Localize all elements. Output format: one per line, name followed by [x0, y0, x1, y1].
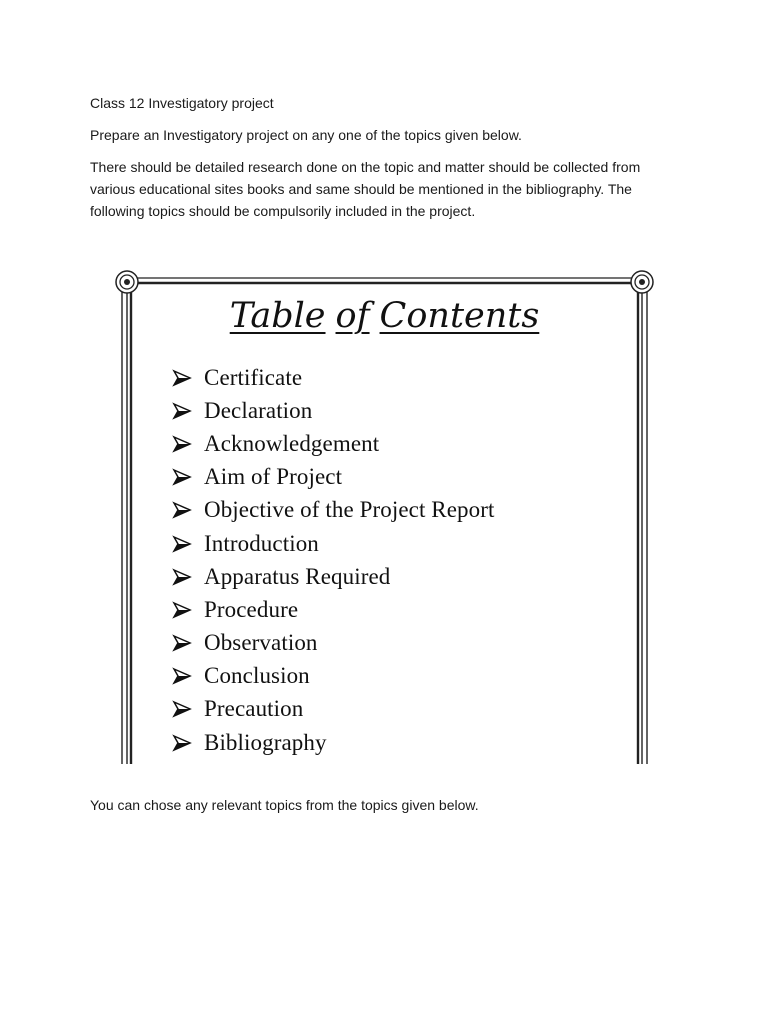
toc-item-label: Introduction — [204, 530, 319, 556]
corner-ornament-left — [116, 271, 138, 293]
toc-item — [172, 461, 495, 494]
toc-item-label: Aim of Project — [204, 464, 343, 490]
arrowhead-bullet-icon — [172, 501, 192, 519]
arrowhead-bullet-icon — [172, 667, 192, 685]
arrowhead-bullet-icon — [172, 468, 192, 486]
arrowhead-bullet-icon — [172, 734, 192, 752]
toc-item — [172, 527, 495, 560]
arrowhead-bullet-icon — [172, 601, 192, 619]
instruction-paragraph: Prepare an Investigatory project on any one of the topics given below. — [90, 127, 522, 143]
toc-item-label: Certificate — [204, 364, 303, 390]
toc-title-word-3: Contents — [379, 296, 540, 336]
arrowhead-bullet-icon — [172, 568, 192, 586]
table-of-contents-image — [112, 268, 657, 764]
toc-item-label: Apparatus Required — [204, 563, 391, 589]
toc-item-label: Precaution — [204, 696, 304, 722]
toc-item — [172, 394, 495, 427]
research-paragraph: There should be detailed research done on the topic and matter should be collected from various educational sites books and same should be mentioned in the bibliography. The following topics should be compulsorily included in the project. — [90, 159, 641, 219]
toc-item-label: Conclusion — [204, 663, 310, 689]
toc-item — [172, 560, 495, 593]
toc-item-label: Acknowledgement — [204, 430, 380, 456]
toc-list — [172, 361, 495, 759]
toc-item-label: Bibliography — [204, 729, 327, 755]
arrowhead-bullet-icon — [172, 634, 192, 652]
document-heading: Class 12 Investigatory project — [90, 95, 274, 111]
topics-note-paragraph: You can chose any relevant topics from the topics given below. — [90, 797, 479, 813]
arrowhead-bullet-icon — [172, 435, 192, 453]
toc-title-word-1: Table — [229, 296, 326, 336]
toc-item — [172, 660, 495, 693]
toc-item-label: Procedure — [204, 596, 299, 622]
toc-item — [172, 494, 495, 527]
toc-item-label: Declaration — [204, 397, 313, 423]
toc-item — [172, 427, 495, 460]
arrowhead-bullet-icon — [172, 535, 192, 553]
corner-ornament-right — [631, 271, 653, 293]
toc-item — [172, 361, 495, 394]
toc-item-label: Observation — [204, 630, 318, 656]
arrowhead-bullet-icon — [172, 369, 192, 387]
arrowhead-bullet-icon — [172, 402, 192, 420]
toc-item — [172, 593, 495, 626]
toc-item — [172, 726, 495, 759]
toc-title-word-2: of — [335, 296, 370, 336]
toc-item — [172, 693, 495, 726]
toc-title — [112, 294, 657, 338]
toc-item-label: Objective of the Project Report — [204, 497, 495, 523]
toc-item — [172, 627, 495, 660]
arrowhead-bullet-icon — [172, 700, 192, 718]
